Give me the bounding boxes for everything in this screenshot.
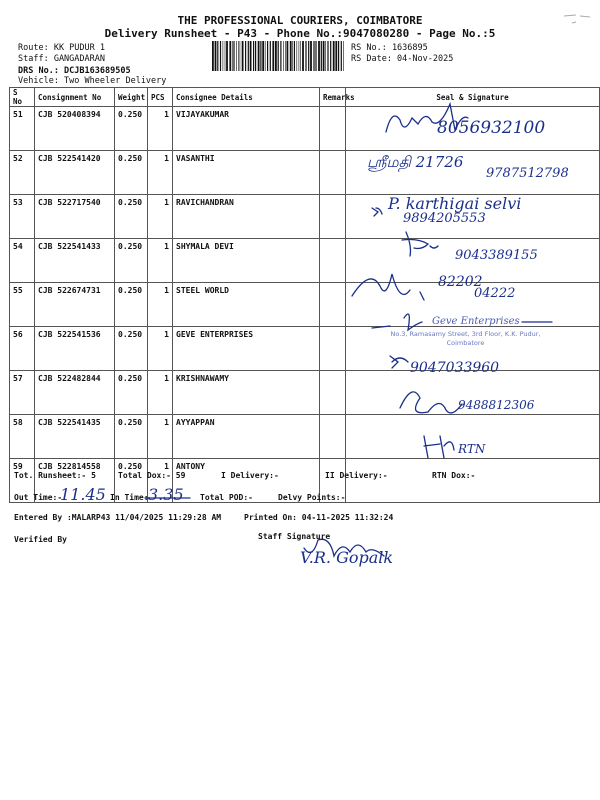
cell-consignment: CJB 522541420 bbox=[35, 151, 115, 195]
cell-remarks bbox=[320, 371, 346, 415]
cell-pcs: 1 bbox=[148, 327, 173, 371]
handwritten-phone-58: 9488812306 bbox=[458, 398, 535, 412]
cell-remarks bbox=[320, 239, 346, 283]
handwritten-in-time: 3.35 bbox=[148, 485, 184, 504]
barcode-icon bbox=[212, 41, 347, 71]
handwritten-rtn-59: RTN bbox=[458, 442, 486, 456]
cell-sno: 54 bbox=[10, 239, 35, 283]
total-pod: Total POD:- bbox=[200, 493, 253, 502]
cell-remarks bbox=[320, 283, 346, 327]
cell-weight: 0.250 bbox=[115, 415, 148, 459]
cell-signature bbox=[346, 107, 600, 151]
cell-signature bbox=[346, 283, 600, 327]
rs-number: RS No.: 1636895 bbox=[351, 43, 428, 53]
cell-consignee: KRISHNAWAMY bbox=[173, 371, 320, 415]
cell-sno: 58 bbox=[10, 415, 35, 459]
runsheet-subtitle: Delivery Runsheet - P43 - Phone No.:9047080280 - Page No.:5 bbox=[104, 27, 496, 40]
handwritten-phone-53: 9894205553 bbox=[403, 211, 486, 226]
col-pcs: PCS bbox=[148, 88, 173, 107]
cell-signature bbox=[346, 151, 600, 195]
cell-signature bbox=[346, 239, 600, 283]
cell-consignee: GEVE ENTERPRISES bbox=[173, 327, 320, 371]
col-sno: S No bbox=[10, 88, 35, 107]
cell-consignee: VASANTHI bbox=[173, 151, 320, 195]
cell-remarks bbox=[320, 415, 346, 459]
col-remarks: Remarks bbox=[320, 88, 346, 107]
handwritten-number-55b: 04222 bbox=[474, 286, 516, 301]
cell-remarks bbox=[320, 151, 346, 195]
cell-consignee: ANTONY bbox=[173, 459, 320, 503]
table-row bbox=[10, 195, 600, 239]
cell-pcs: 1 bbox=[148, 415, 173, 459]
table-row bbox=[10, 239, 600, 283]
cell-signature bbox=[346, 371, 600, 415]
table-row bbox=[10, 415, 600, 459]
pencil-mark-icon bbox=[562, 10, 592, 26]
handwritten-phone-51: 8056932100 bbox=[437, 118, 546, 138]
cell-sno: 53 bbox=[10, 195, 35, 239]
table-header-row bbox=[10, 88, 600, 107]
cell-remarks bbox=[320, 107, 346, 151]
cell-weight: 0.250 bbox=[115, 107, 148, 151]
cell-consignment: CJB 522541536 bbox=[35, 327, 115, 371]
table-row bbox=[10, 283, 600, 327]
cell-consignment: CJB 522541435 bbox=[35, 415, 115, 459]
cell-sno: 52 bbox=[10, 151, 35, 195]
handwritten-number-55a: 82202 bbox=[438, 274, 483, 290]
staff-signature-label: Staff Signature bbox=[258, 532, 331, 541]
cell-consignee: VIJAYAKUMAR bbox=[173, 107, 320, 151]
table-row bbox=[10, 107, 600, 151]
tot-runsheet: Tot. Runsheet:- 5 bbox=[14, 471, 96, 480]
cell-sno: 55 bbox=[10, 283, 35, 327]
first-delivery: I Delivery:- bbox=[221, 471, 279, 480]
handwritten-name-53: P. karthigai selvi bbox=[388, 194, 522, 213]
cell-consignee: AYYAPPAN bbox=[173, 415, 320, 459]
cell-remarks bbox=[320, 195, 346, 239]
route-label: Route: KK PUDUR 1 bbox=[18, 43, 105, 53]
table-row bbox=[10, 327, 600, 371]
col-weight: Weight bbox=[115, 88, 148, 107]
cell-sno: 57 bbox=[10, 371, 35, 415]
cell-weight: 0.250 bbox=[115, 239, 148, 283]
cell-pcs: 1 bbox=[148, 283, 173, 327]
handwritten-phone-52: 9787512798 bbox=[486, 166, 569, 181]
vehicle-label: Vehicle: Two Wheeler Delivery bbox=[18, 76, 167, 86]
delvy-points: Delvy Points:- bbox=[278, 493, 346, 502]
stamp-address-56: No.3, Ramasamy Street, 3rd Floor, K.K. Pudur, Coimbatore bbox=[390, 330, 541, 347]
cell-consignee: RAVICHANDRAN bbox=[173, 195, 320, 239]
out-time-label: Out Time:- bbox=[14, 493, 63, 502]
cell-consignment: CJB 522814558 bbox=[35, 459, 115, 503]
cell-pcs: 1 bbox=[148, 195, 173, 239]
handwritten-phone-57: 9047033960 bbox=[410, 360, 500, 376]
table-row bbox=[10, 371, 600, 415]
table-row bbox=[10, 151, 600, 195]
cell-sno: 51 bbox=[10, 107, 35, 151]
entered-by: Entered By :MALARP43 11/04/2025 11:29:28 AM bbox=[14, 513, 222, 522]
company-title: THE PROFESSIONAL COURIERS, COIMBATORE bbox=[177, 14, 423, 27]
cell-signature bbox=[346, 459, 600, 503]
cell-consignment: CJB 522482844 bbox=[35, 371, 115, 415]
cell-sno: 56 bbox=[10, 327, 35, 371]
cell-weight: 0.250 bbox=[115, 327, 148, 371]
cell-weight: 0.250 bbox=[115, 371, 148, 415]
cell-signature bbox=[346, 415, 600, 459]
cell-signature bbox=[346, 327, 600, 371]
staff-label: Staff: GANGADARAN bbox=[18, 54, 105, 64]
cell-consignment: CJB 522717540 bbox=[35, 195, 115, 239]
handwritten-phone-54: 9043389155 bbox=[455, 248, 538, 263]
col-signature: Seal & Signature bbox=[346, 88, 600, 107]
cell-sno: 59 bbox=[10, 459, 35, 503]
col-consignment: Consignment No bbox=[35, 88, 115, 107]
cell-consignee: STEEL WORLD bbox=[173, 283, 320, 327]
second-delivery: II Delivery:- bbox=[325, 471, 388, 480]
cell-weight: 0.250 bbox=[115, 459, 148, 503]
handwritten-out-time: 11.45 bbox=[60, 485, 106, 504]
in-time-label: In Time: bbox=[110, 493, 149, 502]
cell-consignment: CJB 520408394 bbox=[35, 107, 115, 151]
cell-consignment: CJB 522541433 bbox=[35, 239, 115, 283]
runsheet-table bbox=[9, 87, 600, 503]
cell-weight: 0.250 bbox=[115, 283, 148, 327]
handwritten-name-52: ஸ்ரீமதி 21726 bbox=[367, 153, 464, 171]
cell-weight: 0.250 bbox=[115, 151, 148, 195]
cell-pcs: 1 bbox=[148, 239, 173, 283]
cell-consignment: CJB 522674731 bbox=[35, 283, 115, 327]
cell-consignee: SHYMALA DEVI bbox=[173, 239, 320, 283]
company-stamp-56: Geve Enterprises bbox=[432, 316, 520, 327]
printed-on: Printed On: 04-11-2025 11:32:24 bbox=[244, 513, 394, 522]
col-consignee: Consignee Details bbox=[173, 88, 320, 107]
rtn-dox: RTN Dox:- bbox=[432, 471, 476, 480]
cell-remarks bbox=[320, 327, 346, 371]
rs-date: RS Date: 04-Nov-2025 bbox=[351, 54, 454, 64]
cell-pcs: 1 bbox=[148, 107, 173, 151]
cell-pcs: 1 bbox=[148, 151, 173, 195]
staff-handwritten-signature: V.R. Gopalk bbox=[300, 548, 394, 567]
cell-pcs: 1 bbox=[148, 459, 173, 503]
cell-weight: 0.250 bbox=[115, 195, 148, 239]
cell-signature bbox=[346, 195, 600, 239]
cell-pcs: 1 bbox=[148, 371, 173, 415]
verified-by: Verified By bbox=[14, 535, 67, 544]
total-dox: Total Dox:- 59 bbox=[118, 471, 186, 480]
drs-number: DRS No.: DCJB163689505 bbox=[18, 66, 131, 76]
